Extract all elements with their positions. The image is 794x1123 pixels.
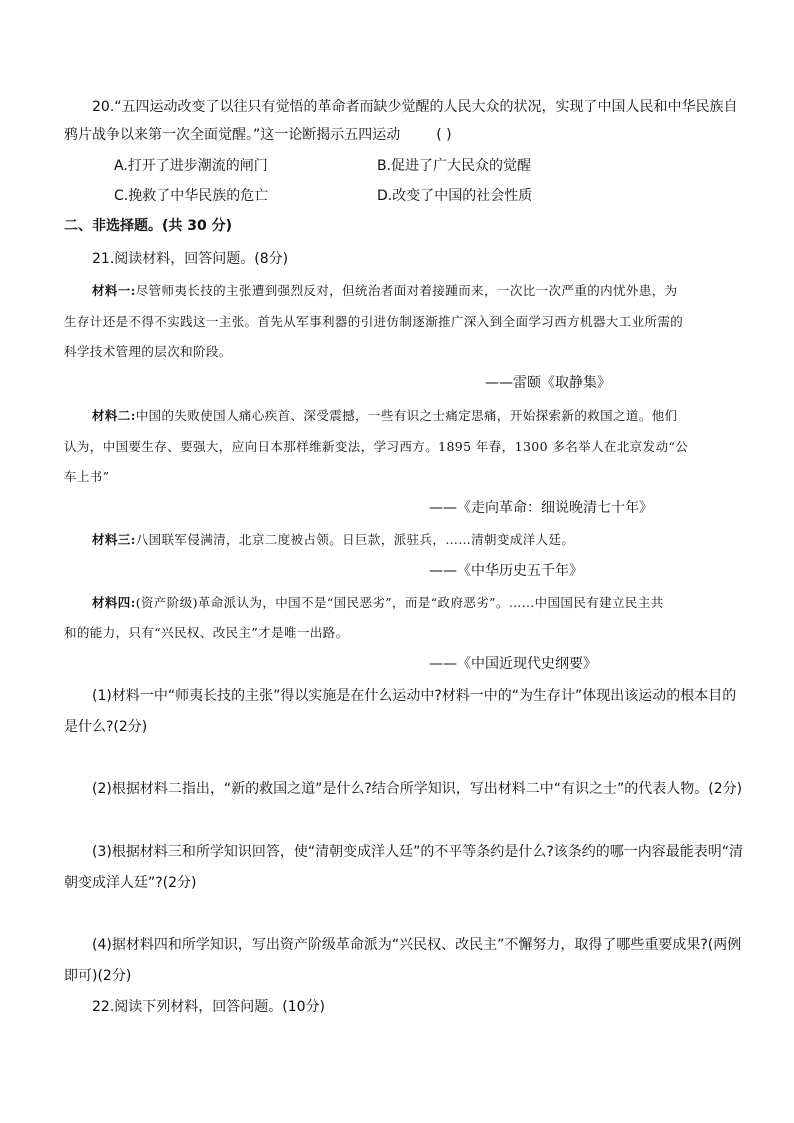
sub-question-2: (2)根据材料二指出，“新的救国之道”是什么?结合所学知识，写出材料二中“有识之士”的代表人物。(2分)	[92, 781, 743, 797]
sub-question-4-line1: (4)据材料四和所学知识，写出资产阶级革命派为“兴民权、改民主”不懈努力，取得了哪些重要成果?(两例	[92, 937, 742, 953]
option-a[interactable]: A.打开了进步潮流的闸门	[114, 158, 268, 174]
material-3-text: 八国联军侵满清，北京二度被占领。日巨款，派驻兵，……清朝变成洋人廷。	[135, 532, 575, 547]
option-b[interactable]: B.促进了广大民众的觉醒	[377, 158, 532, 174]
material-1-text: 尽管师夷长技的主张遭到强烈反对，但统治者面对着接踵而来，一次比一次严重的内忧外患，为	[135, 283, 678, 298]
sub-question-1-line1: (1)材料一中“师夷长技的主张”得以实施是在什么运动中?材料一中的“为生存计”体现出该运动的根本目的	[92, 688, 737, 704]
sub-question-1-line2: 是什么?(2分)	[64, 719, 148, 735]
material-2-source: ——《走向革命：细说晚清七十年》	[429, 500, 653, 516]
material-4-line2: 和的能力，只有“兴民权、改民主”才是唯一出路。	[64, 625, 349, 640]
material-3-source: ——《中华历史五千年》	[429, 563, 583, 579]
answer-blank[interactable]: ( )	[436, 127, 452, 143]
option-c[interactable]: C.挽救了中华民族的危亡	[114, 188, 269, 204]
material-1-source: ——雷颐《取静集》	[485, 375, 611, 391]
material-1-line1	[92, 281, 678, 301]
q20-stem-line2	[64, 125, 452, 145]
sub-question-4-line2: 即可)(2分)	[64, 968, 132, 984]
material-1-line2: 生存计还是不得不实践这一主张。首先从军事利器的引进仿制逐渐推广深入到全面学习西方机器大工业所需的	[64, 314, 684, 329]
sub-question-3-line2: 朝变成洋人廷”?(2分)	[64, 875, 197, 891]
sub-question-3-line1: (3)根据材料三和所学知识回答，使“清朝变成洋人廷”的不平等条约是什么?该条约的哪一内容最能表明“清	[92, 844, 744, 860]
q20-stem-text: 鸦片战争以来第一次全面觉醒。”这一论断揭示五四运动	[64, 127, 401, 143]
material-3-line1	[92, 530, 574, 550]
material-1-label: 材料一:	[92, 283, 136, 298]
material-1-line3: 科学技术管理的层次和阶段。	[64, 344, 232, 359]
material-3-label: 材料三:	[92, 532, 136, 547]
material-4-line1	[92, 593, 664, 613]
option-d[interactable]: D.改变了中国的社会性质	[377, 188, 533, 204]
material-2-line3: 车上书”	[64, 469, 110, 484]
section-title: 二、非选择题。(共 30 分)	[64, 218, 233, 234]
material-2-line2: 认为，中国要生存、要强大，应向日本那样维新变法，学习西方。1895 年春，1300 多名举人在北京发动“公	[64, 439, 689, 454]
material-2-label: 材料二:	[92, 408, 136, 423]
q21-stem: 21.阅读材料，回答问题。(8分)	[92, 251, 289, 267]
q20-stem-line1: 20.“五四运动改变了以往只有觉悟的革命者而缺少觉醒的人民大众的状况，实现了中国人民和中华民族自	[92, 99, 738, 115]
material-4-source: ——《中国近现代史纲要》	[429, 656, 597, 672]
material-4-text: (资产阶级)革命派认为，中国不是“国民恶劣”，而是“政府恶劣”。……中国国民有建立民主共	[135, 595, 664, 610]
material-2-line1	[92, 406, 678, 426]
material-2-text: 中国的失败使国人痛心疾首、深受震撼，一些有识之士痛定思痛，开始探索新的救国之道。他们	[135, 408, 678, 423]
material-4-label: 材料四:	[92, 595, 136, 610]
q22-stem: 22.阅读下列材料，回答问题。(10分)	[92, 999, 326, 1015]
